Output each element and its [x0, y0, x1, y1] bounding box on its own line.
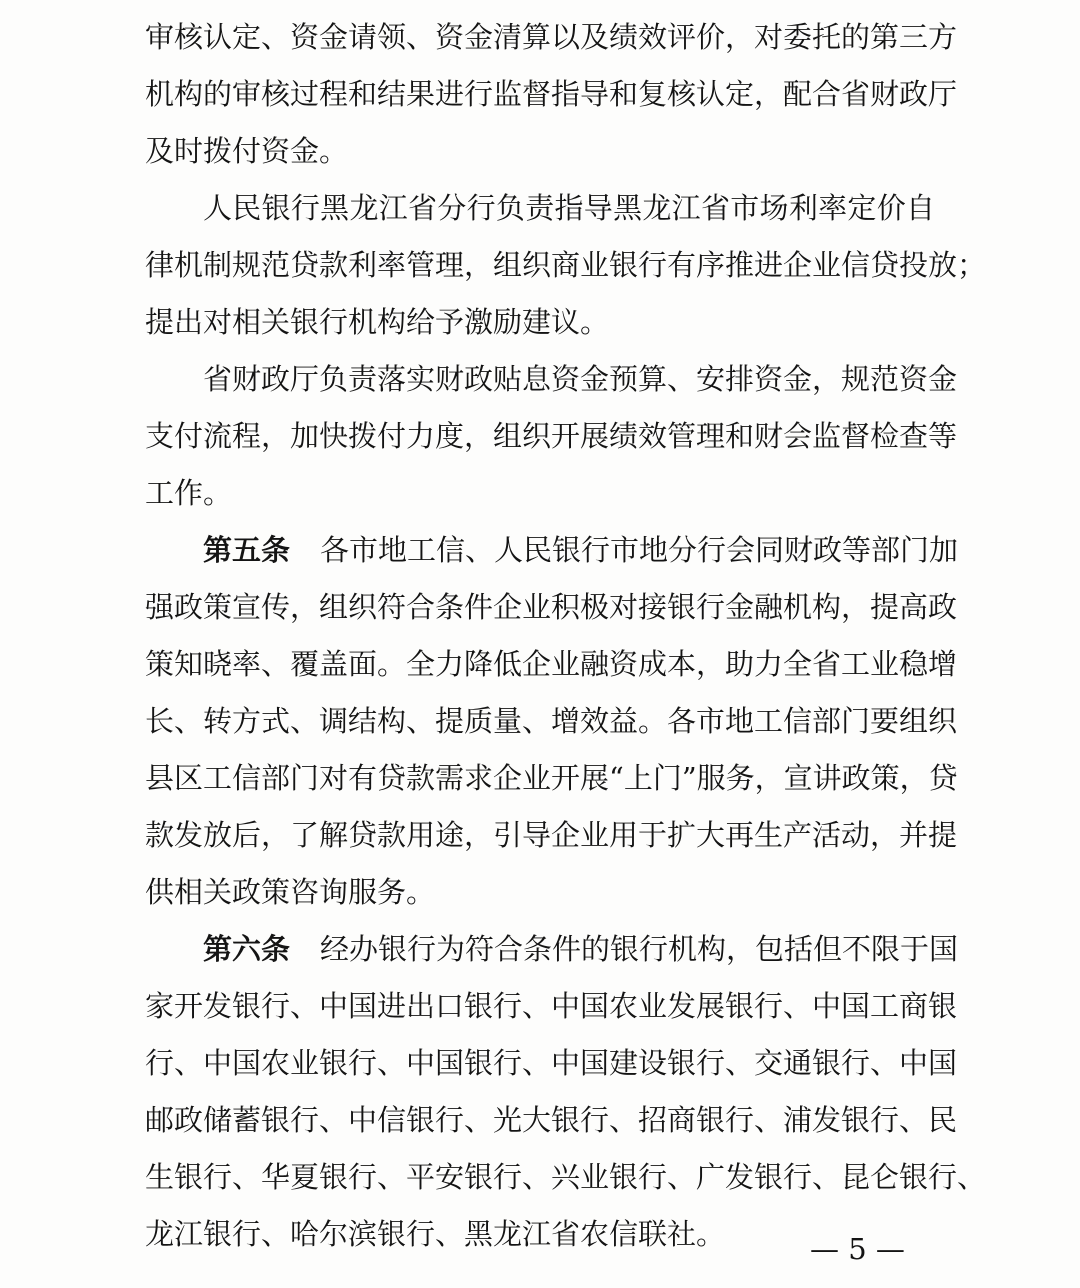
- paragraph-article-5: [145, 522, 959, 921]
- text-run: 经办银行为符合条件的银行机构，包括但不限于国: [320, 932, 959, 966]
- page-number: — 5 —: [810, 1232, 905, 1266]
- article-number: 第六条: [203, 932, 291, 966]
- text-line: 供相关政策咨询服务。: [145, 875, 436, 909]
- text-line: 邮政储蓄银行、中信银行、光大银行、招商银行、浦发银行、民: [145, 1103, 958, 1137]
- text-line: 省财政厅负责落实财政贴息资金预算、安排资金，规范资金: [203, 362, 958, 396]
- text-line: 行、中国农业银行、中国银行、中国建设银行、交通银行、中国: [145, 1046, 958, 1080]
- paragraph-article-6: [145, 921, 987, 1263]
- paragraph-1: [145, 9, 958, 180]
- text-line: 工作。: [145, 476, 233, 510]
- text-line: 龙江银行、哈尔滨银行、黑龙江省农信联社。: [145, 1217, 726, 1251]
- article-first-line: [145, 921, 959, 978]
- text-line: 款发放后，了解贷款用途，引导企业用于扩大再生产活动，并提: [145, 818, 958, 852]
- text-line: 提出对相关银行机构给予激励建议。: [145, 305, 610, 339]
- article-number: 第五条: [203, 533, 291, 567]
- paragraph-2: [145, 180, 987, 351]
- article-first-line: [145, 522, 959, 579]
- text-line: 律机制规范贷款利率管理，组织商业银行有序推进企业信贷投放；: [145, 248, 987, 282]
- text-line: 支付流程，加快拨付力度，组织开展绩效管理和财会监督检查等: [145, 419, 958, 453]
- text-line: 策知晓率、覆盖面。全力降低企业融资成本，助力全省工业稳增: [145, 647, 958, 681]
- text-line: 机构的审核过程和结果进行监督指导和复核认定，配合省财政厅: [145, 77, 958, 111]
- text-line: 审核认定、资金请领、资金清算以及绩效评价，对委托的第三方: [145, 20, 958, 54]
- paragraph-3: [145, 351, 958, 522]
- text-line: 生银行、华夏银行、平安银行、兴业银行、广发银行、昆仑银行、: [145, 1160, 987, 1194]
- text-line: 强政策宣传，组织符合条件企业积极对接银行金融机构，提高政: [145, 590, 958, 624]
- text-line: 及时拨付资金。: [145, 134, 349, 168]
- text-line: 县区工信部门对有贷款需求企业开展“上门”服务，宣讲政策，贷: [145, 761, 958, 795]
- document-body: [145, 9, 987, 1263]
- text-line: 家开发银行、中国进出口银行、中国农业发展银行、中国工商银: [145, 989, 958, 1023]
- text-line: 长、转方式、调结构、提质量、增效益。各市地工信部门要组织: [145, 704, 958, 738]
- text-run: 各市地工信、人民银行市地分行会同财政等部门加: [320, 533, 959, 567]
- text-line: 人民银行黑龙江省分行负责指导黑龙江省市场利率定价自: [203, 191, 935, 225]
